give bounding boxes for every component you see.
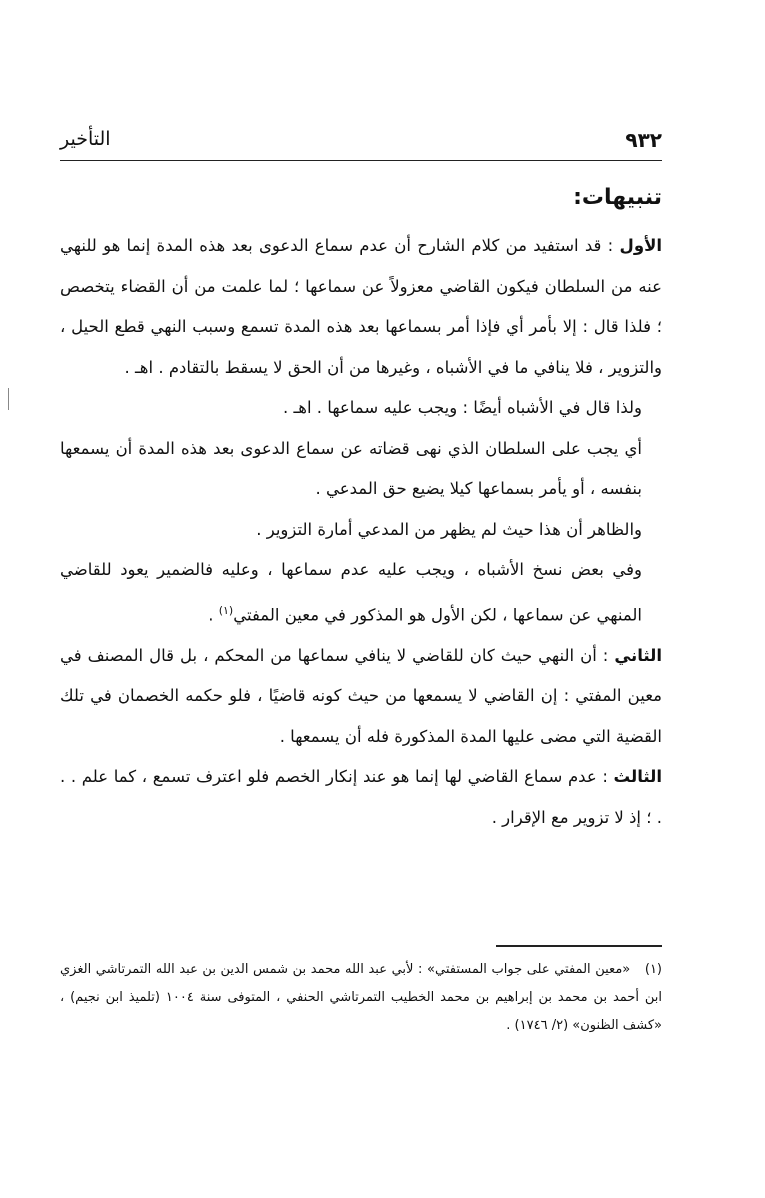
paragraph-first-4: والظاهر أن هذا حيث لم يظهر من المدعي أمارة التزوير . [256,519,642,539]
second-text: : أن النهي حيث كان للقاضي لا ينافي سماعها من المحكم ، بل قال المصنف في معين المفتي : إن القاضي لا يسمعها من حيث كونه قاضيًا ، فلو حكمه الخصمان في تلك القضية التي مضى عليها المدة المذكورة فله أن يسمعها . [60,645,662,746]
first-lead: الأول [619,236,663,255]
first-text: : قد استفيد من كلام الشارح أن عدم سماع الدعوى بعد هذه المدة إنما هو للنهي عنه من السلطان فيكون القاضي معزولاً عن سماعها ؛ لما علمت من أن القضاء يتخصص ؛ فلذا قال : إلا بأمر أي فإذا أمر بسماعها بعد هذه المدة تسمع وسبب النهي قطع الحيل ، والتزوير ، فلا ينافي ما في الأشباه ، وغيرها من أن الحق لا يسقط بالتقادم . اهـ . [60,236,662,377]
header-rule [60,160,662,161]
footnote-rule [496,945,662,947]
section-heading: تنبيهات: [573,185,662,210]
paragraph-third [60,757,662,838]
running-title: التأخير [60,128,111,150]
page-header [60,128,662,160]
footnote-number: (١) [644,962,662,977]
paragraph-first-5 [60,550,662,636]
third-lead: الثالث [613,767,662,786]
first-5-text: وفي بعض نسخ الأشباه ، ويجب عليه عدم سماعها ، وعليه فالضمير يعود للقاضي المنهي عن سماعها ، لكن الأول هو المذكور في معين المفتي [60,560,642,624]
paragraph-first [60,226,662,388]
second-lead: الثاني [614,645,662,665]
first-5-end: . [208,605,214,624]
main-text [60,176,662,838]
page-number: ٩٣٢ [625,128,662,152]
paragraph-first-2: ولذا قال في الأشباه أيضًا : ويجب عليه سماعها . اهـ . [282,398,642,417]
footnotes [60,956,662,1040]
footnote-text: «معين المفتي على جواب المستفتي» : لأبي عبد الله محمد بن شمس الدين بن عبد الله التمرتاشي الغزي ابن أحمد بن محمد بن إبراهيم بن محمد الخطيب التمرتاشي الحنفي ، المتوفى سنة ١٠٠٤ (تلميذ ابن نجيم) ، «كشف الظنون» (٢/ ١٧٤٦) . [60,962,662,1033]
margin-mark [8,388,9,410]
third-text: : عدم سماع القاضي لها إنما هو عند إنكار الخصم فلو اعترف تسمع ، كما علم . . . ؛ إذ لا تزوير مع الإقرار . [60,767,662,827]
paragraph-second [60,636,662,758]
footnote-item [60,956,662,1040]
paragraph-first-3: أي يجب على السلطان الذي نهى قضاته عن سماع الدعوى بعد هذه المدة أن يسمعها بنفسه ، أو يأمر بسماعها كيلا يضيع حق المدعي . [60,438,642,498]
footnote-reference[interactable]: (١) [218,603,234,617]
